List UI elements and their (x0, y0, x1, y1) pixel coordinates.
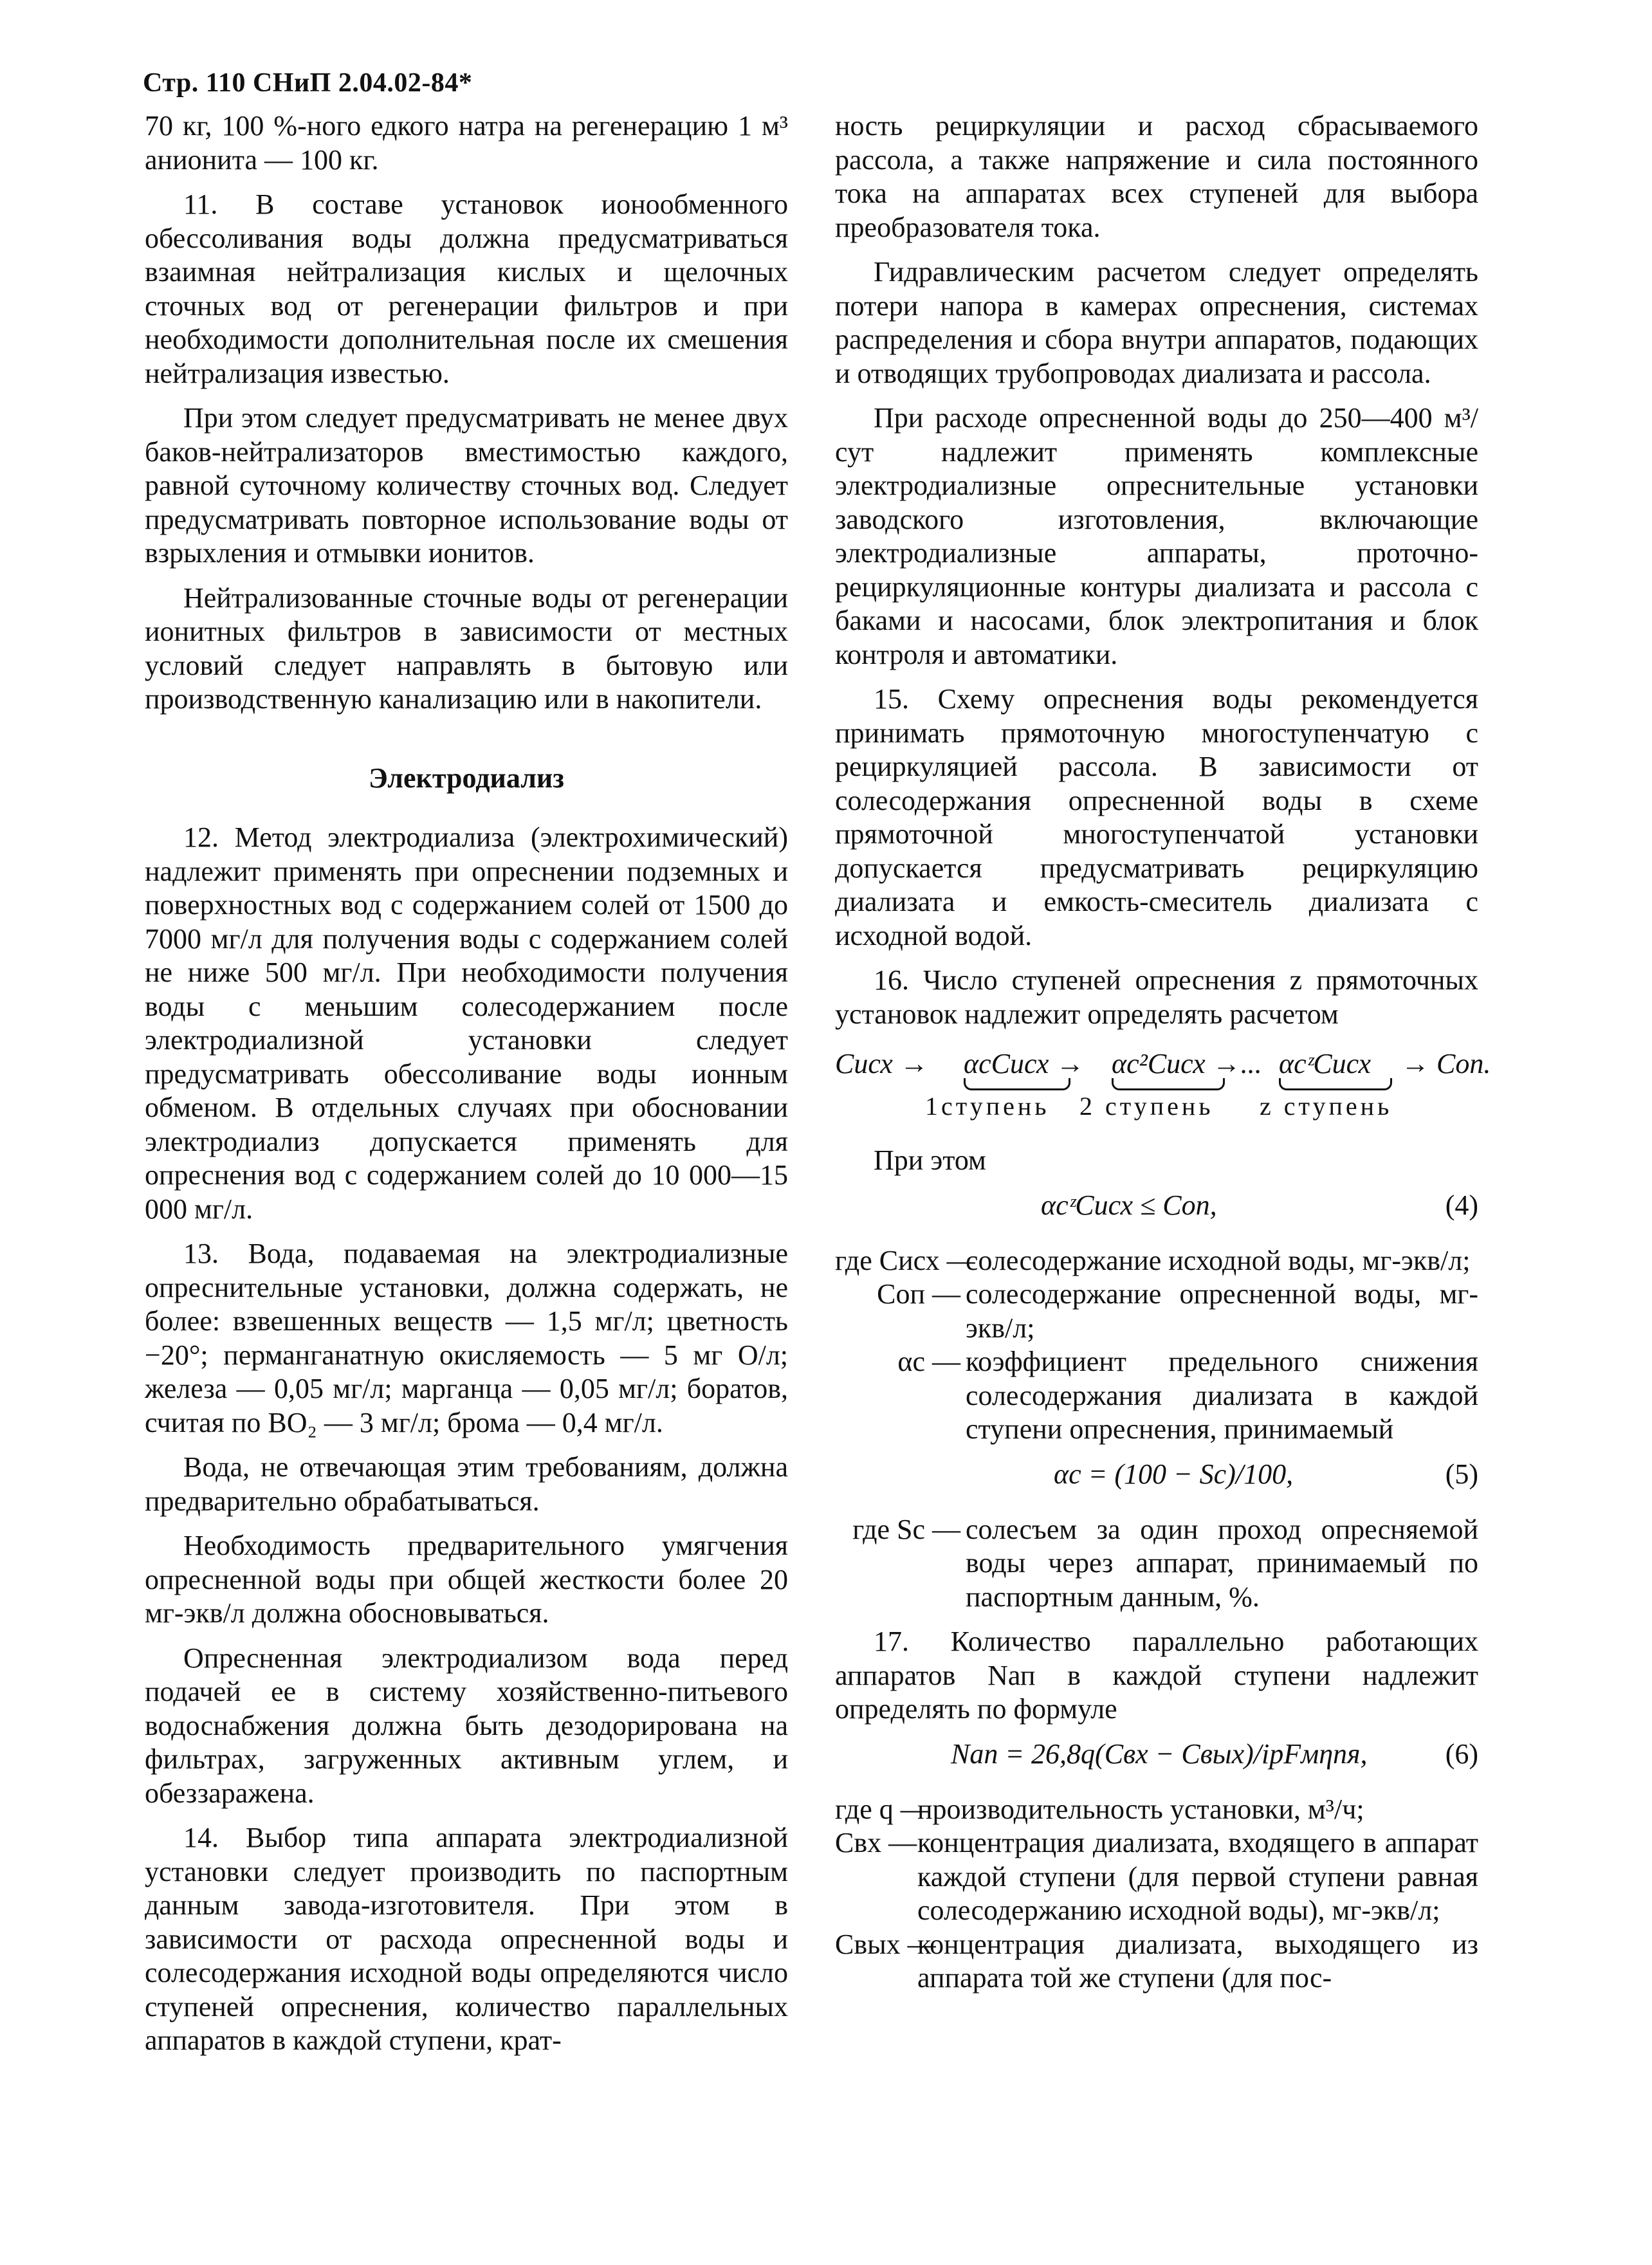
chain-term: → Cоп. (1401, 1048, 1491, 1079)
equation-body: Nап = 26,8q(Cвх − Cвых)/iрFмηnя, (951, 1738, 1368, 1770)
definition-text: производительность установки, м³/ч; (917, 1793, 1364, 1825)
definition (835, 1928, 1478, 1995)
stage-label: 2 ступень (1079, 1092, 1214, 1121)
definition-text: солесодержание опресненной воды, мг-экв/л; (966, 1278, 1478, 1344)
paragraph: Нейтрализованные сточные воды от регенерации ионитных фильтров в зависимости от местных условий следует направлять в бытовую или производственную канализацию или в накопители. (145, 582, 788, 715)
definition-text: концентрация диализата, выходящего из аппарата той же ступени (для пос- (917, 1928, 1478, 1994)
definition-symbol: Cвых — (835, 1928, 936, 1960)
chain-term: αcᶻCисх (1279, 1048, 1372, 1079)
definition (835, 1793, 1478, 1827)
definitions (835, 1244, 1478, 1447)
equation-number: (5) (1445, 1458, 1478, 1490)
paragraph: 11. В составе установок ионообменного обессоливания воды должна предусматриваться взаимная нейтрализация кислых и щелочных сточных вод от регенерации фильтров и при необходимости дополнительная после их смешения нейтрализация известью. (145, 188, 788, 389)
definition (835, 1244, 1478, 1278)
paragraph: ность рециркуляции и расход сбрасываемого рассола, а также напряжение и сила постоянного тока на аппаратах всех ступеней для выбора преобразователя тока. (835, 110, 1478, 243)
chain-term: αcCисх → (964, 1048, 1085, 1079)
equation-number: (6) (1445, 1738, 1478, 1770)
paragraph: 12. Метод электродиализа (электрохимический) надлежит применять при опреснении подземных и поверхностных вод с содержанием солей от 1500 до 7000 мг/л для получения воды с содержанием солей не ниже 500 мг/л. При необходимости получения воды с меньшим солесодержанием после электродиализной установки следует предусматривать обессоливание воды ионным обменом. В отдельных случаях при обосновании электродиализ допускается применять для опреснения вод с содержанием солей до 10 000—15 000 мг/л. (145, 821, 788, 1225)
definition-symbol: Cвх — (835, 1827, 917, 1858)
section-heading: Электродиализ (369, 762, 564, 794)
paragraph: Гидравлическим расчетом следует определять потери напора в камерах опреснения, системах распределения и сбора внутри аппаратов, подающих и отводящих трубопроводах диализата и рассола. (835, 256, 1478, 389)
paragraph: При этом следует предусматривать не менее двух баков-нейтрализаторов вместимостью каждого, равной суточному количеству сточных вод. Следует предусматривать повторное использование воды от взрыхления и отмывки ионитов. (145, 402, 788, 569)
definition (835, 1513, 1478, 1615)
definition-symbol: αc — (897, 1346, 960, 1377)
equation-6 (835, 1738, 1478, 1783)
paragraph: Опресненная электродиализом вода перед подачей ее в систему хозяйственно-питьевого водоснабжения должна быть дезодорирована на фильтрах, загруженных активным углем, и обеззаражена. (145, 1642, 788, 1809)
stage-chain-formula (835, 1047, 1491, 1128)
equation-4 (835, 1189, 1478, 1234)
definition-text: солесъем за один проход опресняемой воды через аппарат, принимаемый по паспортным данным, %. (966, 1513, 1478, 1613)
paragraph: Необходимость предварительного умягчения опресненной воды при общей жесткости более 20 мг-экв/л должна обосновываться. (145, 1530, 788, 1629)
equation-body: αcᶻCисх ≤ Cоп, (1041, 1189, 1217, 1221)
chain-term: Cисх → (835, 1048, 928, 1079)
paragraph: 14. Выбор типа аппарата электродиализной установки следует производить по паспортным данным завода-изготовителя. При этом в зависимости от расхода опресненной воды и солесодержания исходной воды определяются число ступеней опреснения, количество параллельных аппаратов в каждой ступени, крат- (145, 1822, 788, 2056)
page-header: Стр. 110 СНиП 2.04.02-84* (143, 68, 473, 98)
paragraph: Вода, не отвечающая этим требованиям, должна предварительно обрабатываться. (145, 1451, 788, 1517)
equation-body: αc = (100 − Sc)/100, (1054, 1458, 1294, 1490)
equation-5 (835, 1458, 1478, 1503)
paragraph: При расходе опресненной воды до 250—400 м³/сут надлежит применять комплексные электродиализные опреснительные установки заводского изготовления, включающие электродиализные аппараты, проточно-рециркуляционные контуры диализата и рассола с баками и насосами, блок электропитания и блок контроля и автоматики. (835, 402, 1478, 670)
definition-symbol: где q — (835, 1793, 929, 1825)
brace (1112, 1078, 1225, 1090)
paragraph: 15. Схему опреснения воды рекомендуется принимать прямоточную многоступенчатую с рециркуляцией рассола. В зависимости от солесодержания опресненной воды в схеме прямоточной многоступенчатой установки допускается предусматривать рециркуляцию диализата и емкость-смеситель диализата с исходной водой. (835, 683, 1478, 951)
definition-symbol: где Sc — (852, 1513, 960, 1545)
brace (1279, 1078, 1392, 1090)
stage-label: 1ступень (925, 1092, 1050, 1121)
definition (835, 1345, 1478, 1447)
definition-symbol: Cоп — (877, 1278, 960, 1310)
definition-symbol: где Cисх — (835, 1244, 975, 1276)
definition-text: концентрация диализата, входящего в аппарат каждой ступени (для первой ступени равная солесодержанию исходной воды), мг-экв/л; (917, 1827, 1478, 1926)
definitions (835, 1513, 1478, 1615)
stage-label: z ступень (1260, 1092, 1393, 1121)
definition-text: солесодержание исходной воды, мг-экв/л; (966, 1244, 1471, 1276)
paragraph: При этом (874, 1144, 986, 1176)
definitions (835, 1793, 1478, 1995)
definition (835, 1278, 1478, 1345)
definition-text: коэффициент предельного снижения солесодержания диализата в каждой ступени опреснения, принимаемый (966, 1346, 1478, 1445)
left-column (145, 109, 788, 2069)
paragraph: 13. Вода, подаваемая на электродиализные опреснительные установки, должна содержать, не более: взвешенных веществ — 1,5 мг/л; цветность −20°; перманганатную окисляемость — 5 мг О/л; железа — 0,05 мг/л; марганца — 0,05 мг/л; боратов, считая по BO₂ — 3 мг/л; брома — 0,4 мг/л. (145, 1238, 788, 1438)
equation-number: (4) (1445, 1189, 1478, 1221)
chain-term: αc²Cисх →... (1112, 1048, 1262, 1079)
right-column (835, 109, 1491, 2006)
brace (964, 1078, 1070, 1090)
paragraph: 16. Число ступеней опреснения z прямоточных установок надлежит определять расчетом (835, 964, 1478, 1030)
paragraph: 70 кг, 100 %-ного едкого натра на регенерацию 1 м³ анионита — 100 кг. (145, 110, 788, 176)
paragraph: 17. Количество параллельно работающих аппаратов Nап в каждой ступени надлежит определять по формуле (835, 1626, 1478, 1725)
definition (835, 1826, 1478, 1928)
